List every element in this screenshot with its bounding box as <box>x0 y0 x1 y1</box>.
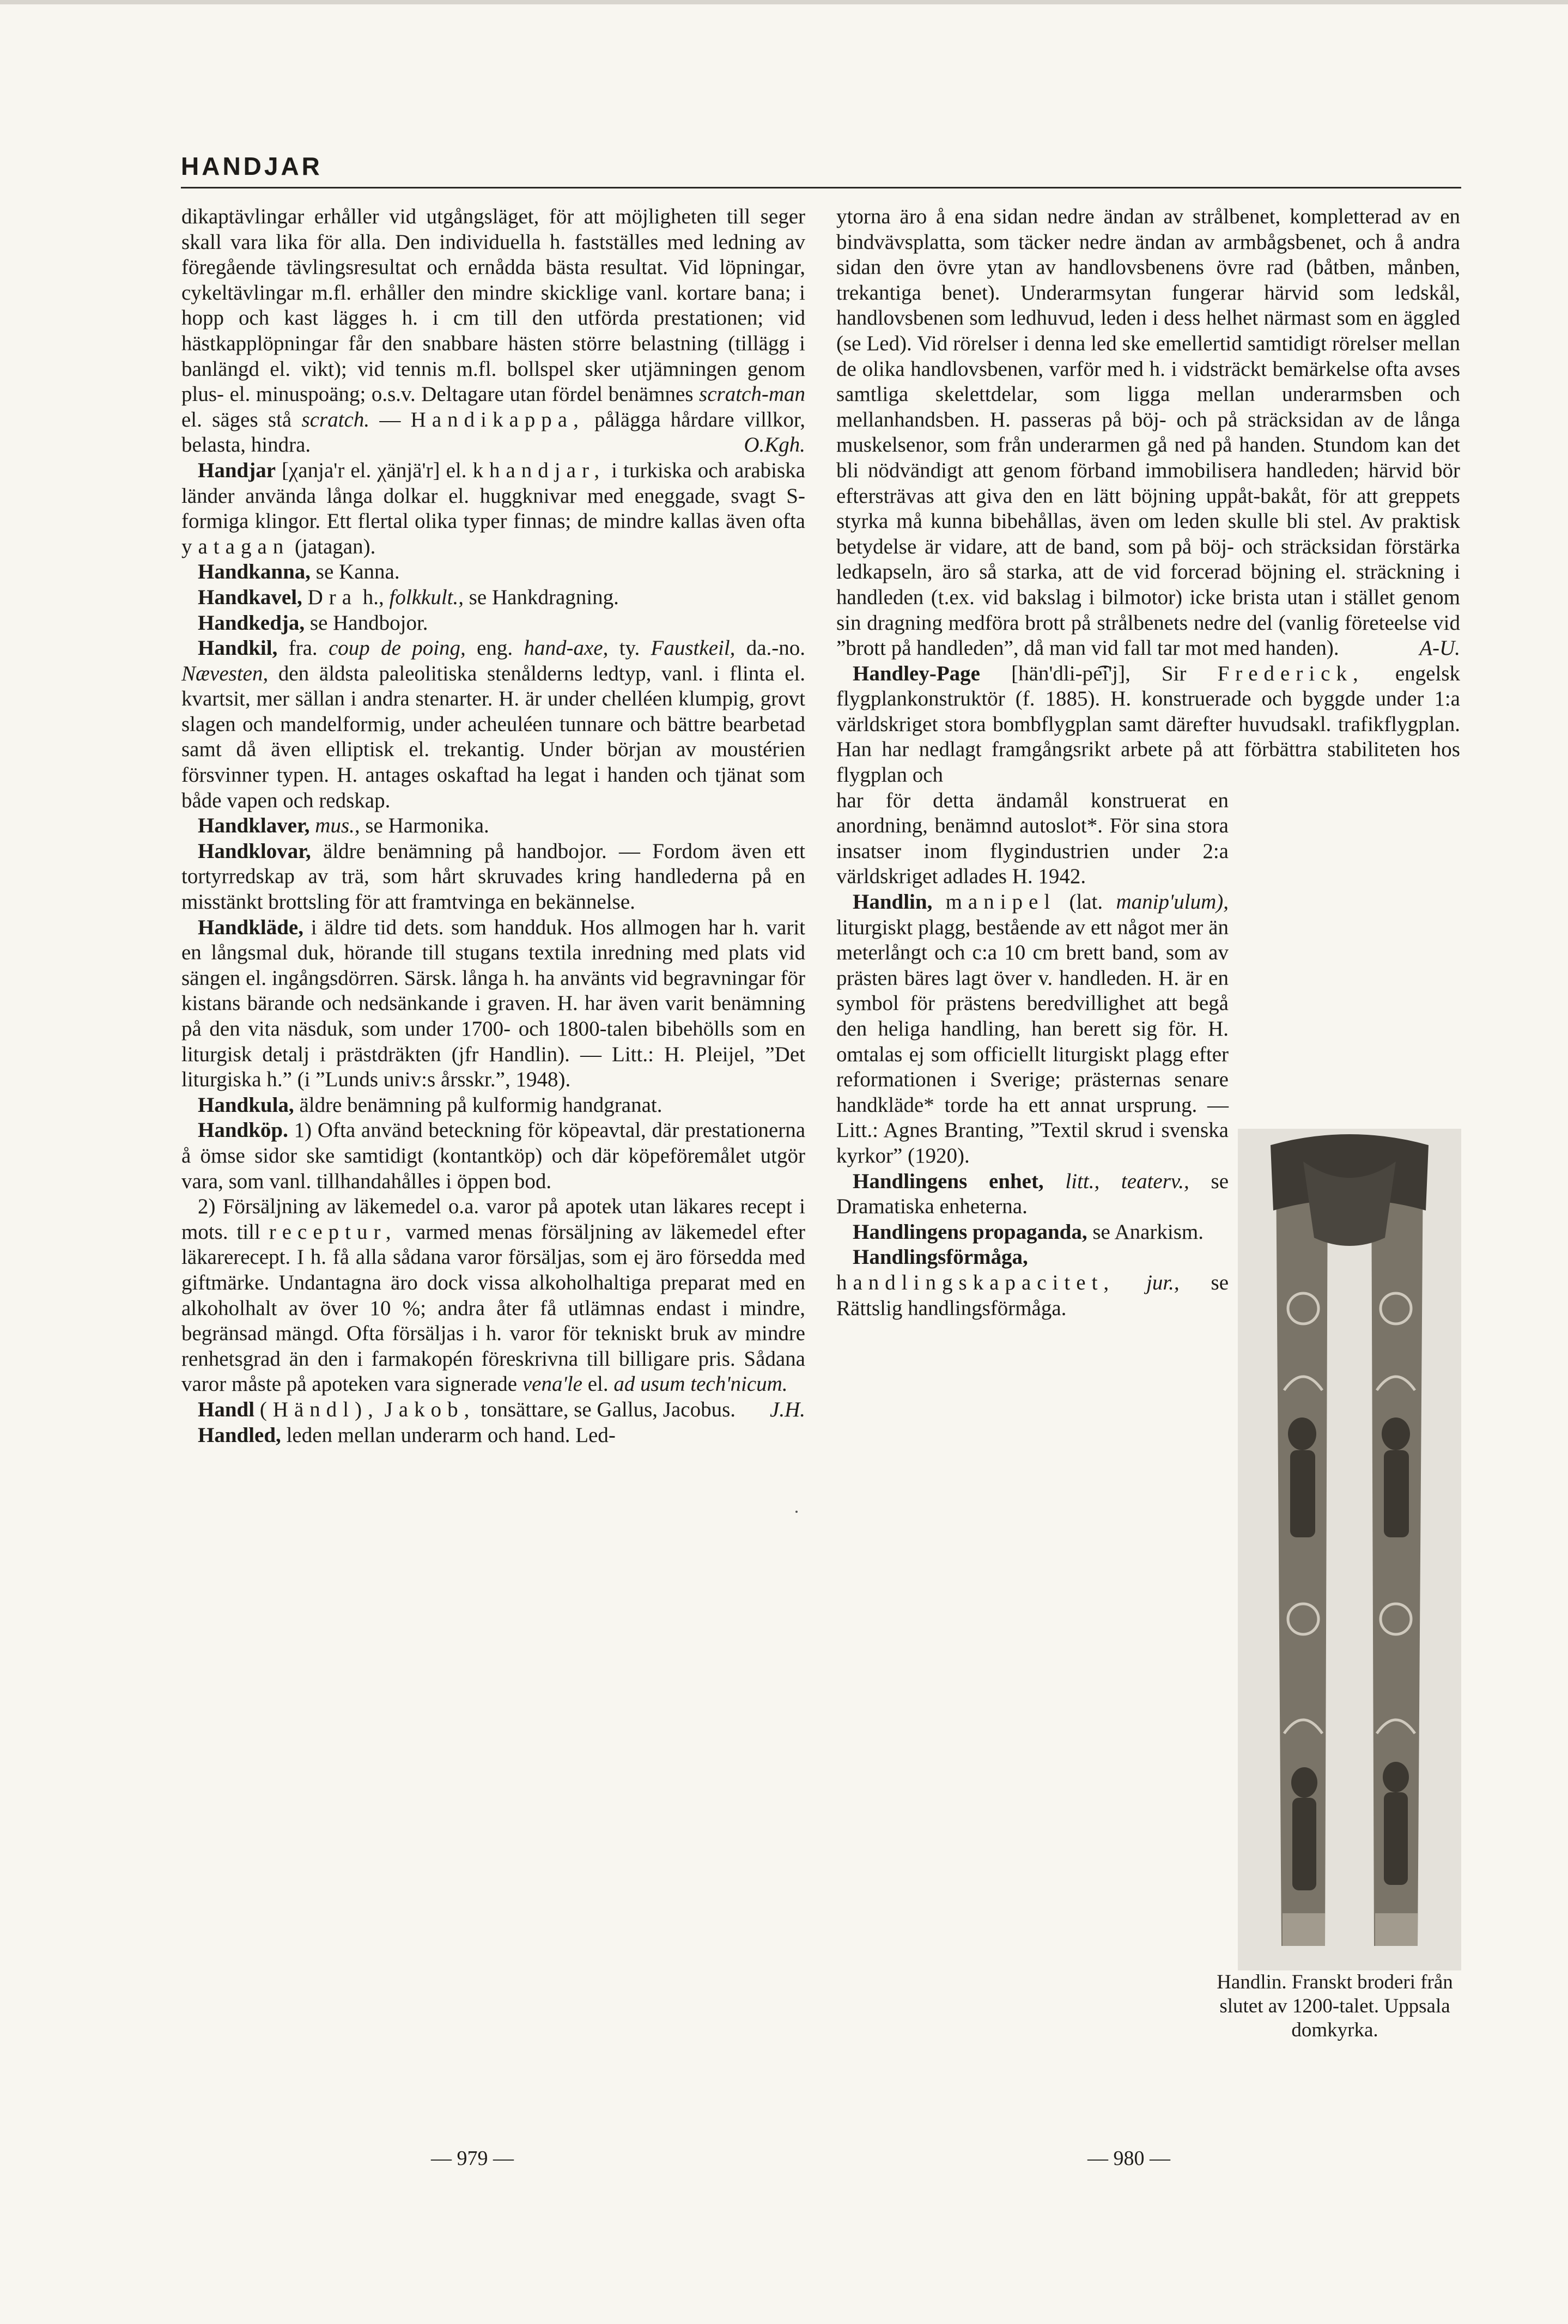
entry-handlingens-propaganda: Handlingens propaganda, se Anarkism. <box>853 1220 1204 1244</box>
entry-handled-cont: ytorna äro å ena sidan nedre ändan av strålbenet, kompletterad av en bindvävsplatta, som täcker nedre ändan av armbågsbenet, och å andra sidan den övre ytan av handlovsbenens övre rad (båtben, månben, trekantiga benet). Underarmsytan fungerar härvid som ledskål, handlovsbenen som ledhuvud, leden i dess helhet närmast som en äggled (se Led). Vid rörelser i denna led ske emellertid samtidigt rörelser mellan de olika handlovsbenen, varför med h. i vidsträckt bemärkelse ofta avses samtliga skelettdelar, som ligga mellan underarmsben och mellanhandsben. H. passeras på böj- och på sträcksidan av de långa muskelsenor, som från underarmen gå ned på handen. Stundom kan det bli nödvändigt att genom förband immobilisera handleden; härvid bör eftersträvas att giva den en lätt böjning uppåt-bakåt, för att greppets styrka må kunna bibehållas, även om leden skulle bli stel. Av praktisk betydelse är vidare, att de band, som på böj- och sträcksidan förstärka ledkapseln, äro så starka, att de vid forcerad böjning el. sträckning i handleden (t.ex. vid bakslag i bilmotor) icke brista utan i stället genom sin dragning medföra brott på strålbenets nedre del (vanlig företeelse vid ”brott på handleden”, då man vid fall tar mot med handen). A-U. <box>836 204 1460 661</box>
print-speck <box>795 1511 798 1513</box>
entry-handikapp: dikaptävlingar erhåller vid utgångsläget, för att möjligheten till seger skall vara lika för alla. Den individuella h. fastställes med ledning av föregående tävlingsresultat och ernådda bästa resultat. Vid löpningar, cykeltävlingar m.fl. erhåller den mindre skicklige vanl. kortare bana; i hopp och kast lägges h. i cm till den utförda prestationen; vid hästkapplöpningar får den snabbare hästen större belastning (tillägg i banlängd el. vikt); vid tennis m.fl. bollspel sker utjämningen genom plus- el. minuspoäng; o.s.v. Deltagare utan fördel benämnes scratch-man el. säges stå scratch. — Handikappa, pålägga hårdare villkor, belasta, hindra. O.Kgh. <box>181 204 805 458</box>
entry-handlingsformaga: Handlingsförmåga, handlingskapacitet, jur., se Rättslig handlingsförmåga. <box>836 1245 1229 1320</box>
entry-handley-page: Handley-Page [hän'dli-pe͡i'j], Sir Frederick, engelsk flygplankonstruktör (f. 1885). H. konstruerade och byggde under 1:a världskriget stora bombflygplan samt därefter huvudsakl. trafikflygplan. Han har nedlagt framgångsrikt arbete på att förbättra stabiliteten hos flygplan och <box>836 661 1460 787</box>
entry-handjar: Handjar [χanja'r el. χänjä'r] el. khandjar, i turkiska och arabiska länder använda långa dolkar el. huggknivar med eneggade, svagt S-formiga klingor. Ett flertal olika typer finnas; de mindre kallas även ofta yatagan (jatagan). <box>181 458 805 558</box>
headword: Handkil, <box>198 636 278 660</box>
handlin-photo <box>1238 1129 1461 1970</box>
entry-handklaver: Handklaver, mus., se Harmonika. <box>198 814 489 838</box>
headword: Handlin, <box>853 890 933 914</box>
headword: Handkläde, <box>198 915 303 939</box>
entry-handkavel: Handkavel, Dra h., folkkult., se Hankdragning. <box>198 585 619 609</box>
headword: Handlingens propaganda, <box>853 1220 1087 1244</box>
entry-handklade: Handkläde, i äldre tid dets. som handduk. Hos allmogen har h. varit en långsmal duk, hörande till stugans textila inredning med plats vid sängen el. ingångsdörren. Särsk. långa h. ha använts vid begravningar för kistans bärande och nedsänkande i graven. H. har även varit benämning på den vita näsduk, som under 1700- och 1800-talen bibehölls som en liturgisk detalj i prästdräkten (jfr Handlin). — Litt.: H. Pleijel, ”Det liturgiska h.” (i ”Lunds univ:s årsskr.”, 1948). <box>181 915 805 1092</box>
headword: Handklaver, <box>198 814 310 838</box>
entry-handkula: Handkula, äldre benämning på kulformig handgranat. <box>198 1093 663 1117</box>
figure-caption: Handlin. Franskt broderi från slutet av 1200-talet. Uppsala domkyrka. <box>1217 1971 1453 2041</box>
narrow-column <box>836 788 1229 1321</box>
page-number-left: — 979 — <box>431 2147 514 2170</box>
entry-handkanna: Handkanna, se Kanna. <box>198 560 400 584</box>
page-number-right: — 980 — <box>1087 2147 1170 2170</box>
entry-handklovar: Handklovar, äldre benämning på handbojor. — Fordom även ett tortyrredskap av trä, som hårt skruvades kring handlederna på en misstänkt brottsling för att framtvinga en bekännelse. <box>181 839 805 914</box>
left-column <box>181 204 805 1448</box>
entry-handl: Handl (Händl), Jakob, tonsättare, se Gallus, Jacobus. <box>198 1397 736 1421</box>
entry-handlingens-enhet: Handlingens enhet, litt., teaterv., se Dramatiska enheterna. <box>836 1169 1229 1219</box>
top-edge-band <box>0 0 1568 4</box>
headword: Handkavel, <box>198 585 302 609</box>
headword: Handlingens enhet, <box>853 1169 1044 1193</box>
headword: Handjar <box>198 458 276 482</box>
headword: Handlingsförmåga, <box>853 1245 1028 1269</box>
maniple-illustration <box>1238 1129 1461 1970</box>
entry-handley-page-cont: har för detta ändamål konstruerat en anordning, benämnd autoslot*. För sina stora insatser inom flygindustrien under 2:a världskriget adlades H. 1942. <box>836 788 1229 889</box>
page-header: HANDJAR <box>181 152 323 180</box>
entry-handkop: Handköp. 1) Ofta använd beteckning för köpeavtal, där prestationerna å ömse sidor ske samtidigt (kontantköp) och där köpeföremålet utgör vara, som vanl. tillhandahålles i öppen bod. <box>181 1118 805 1193</box>
headword: Handkula, <box>198 1093 294 1117</box>
headword: Handkanna, <box>198 560 311 584</box>
signature: A-U. <box>1419 636 1460 660</box>
entry-handkil: Handkil, fra. coup de poing, eng. hand-axe, ty. Faustkeil, da.-no. Nævesten, den äldsta paleolitiska stenålderns ledtyp, vanl. i flinta el. kvartsit, mer sällan i andra stenarter. H. är under chelléen klumpig, grovt slagen och mandelformig, under acheuléen tunnare och bättre bearbetad samt då även elliptisk el. trekantig. Under början av moustérien försvinner typen. H. antages oskaftad ha legat i handen och tjänat som både vapen och redskap. <box>181 636 806 812</box>
headword: Handl <box>198 1397 255 1421</box>
signature: O.Kgh. <box>744 433 805 457</box>
headword: Handled, <box>198 1423 281 1447</box>
headword: Handley-Page <box>853 661 980 685</box>
header-rule <box>181 187 1461 188</box>
entry-handkop-2: 2) Försäljning av läkemedel o.a. varor på apotek utan läkares recept i mots. till receptur, varmed menas försäljning av läkemedel efter läkarerecept. I h. få alla sådana varor försäljas, som ej äro försedda med giftmärke. Undantagna äro dock vissa alkoholhaltiga preparat med en alkoholhalt av över 10 %; andra åter få utlämnas endast i mindre, begränsad mängd. Ofta försäljas i h. varor för tekniskt bruk av mindre renhetsgrad än den i farmakopén föreskrivna till billigare pris. Sådana varor måste på apoteken vara signerade vena'le el. ad usum tech'nicum. J.H. <box>181 1194 805 1397</box>
entry-handkedja: Handkedja, se Handbojor. <box>198 611 428 635</box>
headword: Handklovar, <box>198 839 311 863</box>
entry-handlin: Handlin, manipel (lat. manip'ulum), liturgiskt plagg, bestående av ett något mer än meterlångt och c:a 10 cm brett band, som av prästen bäres lagt över v. handleden. H. är en symbol för prästens beredvillighet att begå den heliga handling, han berett sig för. H. omtalas ej som officiellt liturgiskt plagg efter reformationen i Sverige; prästernas senare handkläde* torde ha ett annat ursprung. — Litt.: Agnes Branting, ”Textil skrud i svenska kyrkor” (1920). <box>836 890 1229 1167</box>
headword: Handkedja, <box>198 611 305 635</box>
headword: Handköp. <box>198 1118 288 1142</box>
signature: J.H. <box>770 1397 805 1421</box>
entry-handled: Handled, leden mellan underarm och hand. Led- <box>198 1423 616 1447</box>
